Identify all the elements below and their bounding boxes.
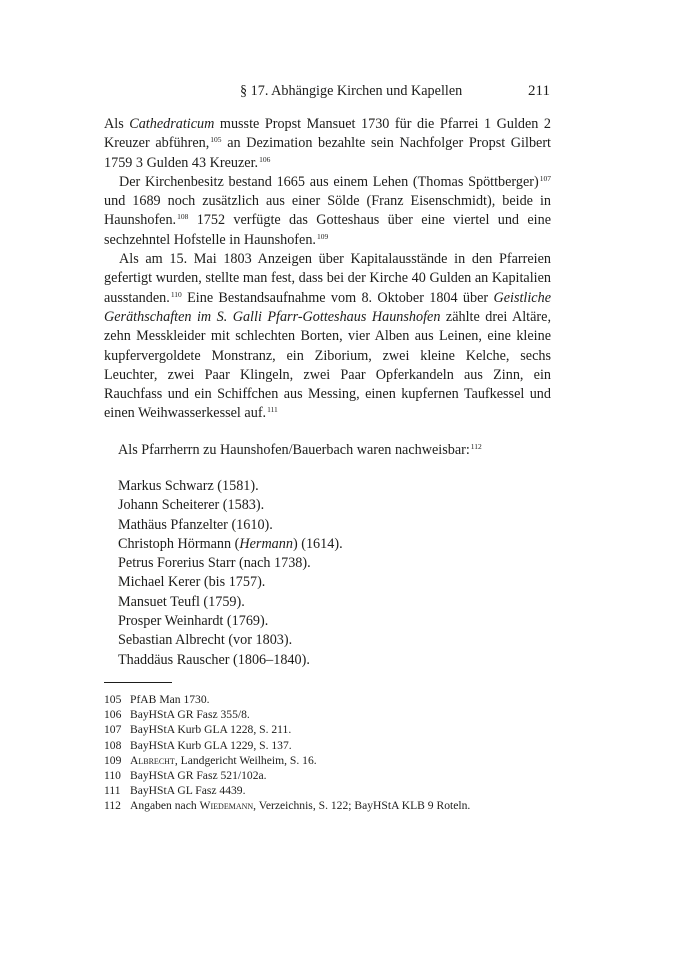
footnote-number: 108 (104, 738, 122, 752)
footnote-number: 112 (104, 799, 121, 813)
running-title: § 17. Abhängige Kirchen und Kapellen (240, 83, 463, 99)
footnote-prefix: Angaben nach (130, 799, 200, 813)
footnote-text: BayHStA Kurb GLA 1228, S. 211. (130, 723, 292, 737)
text-segment: zählte drei Altäre, zehn Messkleider mit schlechten Borten, vier Alben aus Leinen, eine kleine kupfervergoldete Monstranz, ein Ziborium, zwei kleine Kelche, sechs Leuchter, zwei Paar Klingeln, zwei Paar Opferkandeln aus Zinn, ein Rauchfass und ein Schiffchen aus Messing, einen kupfernen Taufkessel und einen Weihwasserkessel auf. (104, 308, 551, 422)
footnote (104, 753, 551, 768)
footnote (104, 783, 551, 798)
footnote-marker[interactable]: 109 (316, 231, 329, 241)
footnote-number: 109 (104, 753, 122, 767)
text-segment: musste Propst Mansuet 1730 für die Pfarrei 1 Gulden 2 Kreuzer abführen, (104, 116, 551, 152)
footnote-text: BayHStA GL Fasz 4439. (130, 784, 246, 798)
pastor-entry: Prosper Weinhardt (1769). (118, 613, 269, 630)
paragraph-cathedraticum (104, 115, 551, 173)
main-text (104, 115, 551, 424)
text-segment: Der Kirchenbesitz bestand 1665 aus einem Lehen (Thomas Spöttberger) (119, 173, 539, 190)
footnote-marker[interactable]: 112 (470, 442, 482, 451)
footnote (104, 707, 551, 722)
text-segment: 1752 verfügte das Gotteshaus über eine viertel und eine sechzehntel Hofstelle in Haunshofen. (104, 212, 551, 248)
paragraph-kirchenbesitz (104, 173, 551, 250)
footnote-number: 111 (104, 784, 121, 798)
footnote-text: , Verzeichnis, S. 122; BayHStA KLB 9 Roteln. (253, 799, 471, 813)
footnote-number: 106 (104, 708, 122, 722)
pastor-entry: Petrus Forerius Starr (nach 1738). (118, 555, 311, 572)
footnote (104, 768, 551, 783)
pastor-entry: Mansuet Teufl (1759). (118, 593, 245, 610)
author-name: Albrecht (130, 753, 175, 767)
text-segment: Eine Bestandsaufnahme vom 8. Oktober 1804 über (181, 289, 494, 306)
footnote-marker[interactable]: 110 (170, 289, 182, 299)
pastor-entry: Thaddäus Rauscher (1806–1840). (118, 651, 310, 668)
italic-term: Cathedraticum (129, 116, 215, 132)
footnote-text: PfAB Man 1730. (130, 693, 210, 706)
text-segment: Als (104, 116, 130, 132)
footnote (104, 798, 551, 813)
pastor-entry: Markus Schwarz (1581). (118, 478, 259, 494)
pastor-entry: Michael Kerer (bis 1757). (118, 574, 266, 591)
italic-name: Hermann (239, 535, 293, 552)
author-name: Wiedemann (199, 799, 254, 813)
footnote-text: , Landgericht Weilheim, S. 16. (174, 753, 317, 767)
pastor-list-intro (118, 441, 558, 460)
footnote-text: BayHStA GR Fasz 521/102a. (130, 769, 267, 783)
footnote-marker[interactable]: 107 (539, 173, 551, 183)
pastor-list (118, 477, 538, 670)
pastor-entry: Sebastian Albrecht (vor 1803). (118, 632, 293, 649)
footnote-number: 107 (104, 723, 122, 737)
footnote-number: 105 (104, 693, 122, 706)
page-number: 211 (528, 83, 550, 99)
pastor-entry (118, 535, 538, 554)
footnote-marker[interactable]: 106 (259, 154, 271, 164)
text-segment: und 1689 noch zusätzlich aus einer Sölde (Franz Eisenschmidt), beide in Haunshofen. (104, 193, 551, 229)
footnote-marker[interactable]: 108 (177, 212, 189, 222)
footnote-marker[interactable]: 111 (267, 405, 278, 415)
paragraph-kapitalausstaende (104, 250, 551, 424)
footnote (104, 722, 551, 737)
footnote (104, 692, 551, 707)
pastor-entry: Johann Scheiterer (1583). (118, 497, 265, 514)
pastor-entry: Mathäus Pfanzelter (1610). (118, 516, 273, 533)
footnote-text: BayHStA Kurb GLA 1229, S. 137. (130, 738, 292, 752)
footnote-marker[interactable]: 105 (210, 135, 222, 145)
text-segment: ) (1614). (292, 535, 343, 552)
text-segment: Christoph Hörmann ( (118, 535, 240, 552)
text-segment: an Dezimation bezahlte sein Nachfolger Propst Gilbert 1759 3 Gulden 43 Kreuzer. (104, 135, 551, 171)
footnote-number: 110 (104, 769, 121, 783)
text-segment: Als am 15. Mai 1803 Anzeigen über Kapitalausstände in den Pfarreien gefertigt wurden, stellte man fest, dass bei der Kirche 40 Gulden an Kapitalien ausstanden. (104, 251, 551, 306)
footnote-list (104, 692, 551, 814)
italic-title: Geistliche Geräthschaften im S. Galli Pfarr-Gotteshaus Haunshofen (104, 289, 551, 325)
footnote-text: BayHStA GR Fasz 355/8. (130, 708, 250, 722)
footnote (104, 738, 551, 753)
intro-text: Als Pfarrherrn zu Haunshofen/Bauerbach waren nachweisbar: (118, 442, 470, 458)
footnote-separator (104, 682, 172, 683)
